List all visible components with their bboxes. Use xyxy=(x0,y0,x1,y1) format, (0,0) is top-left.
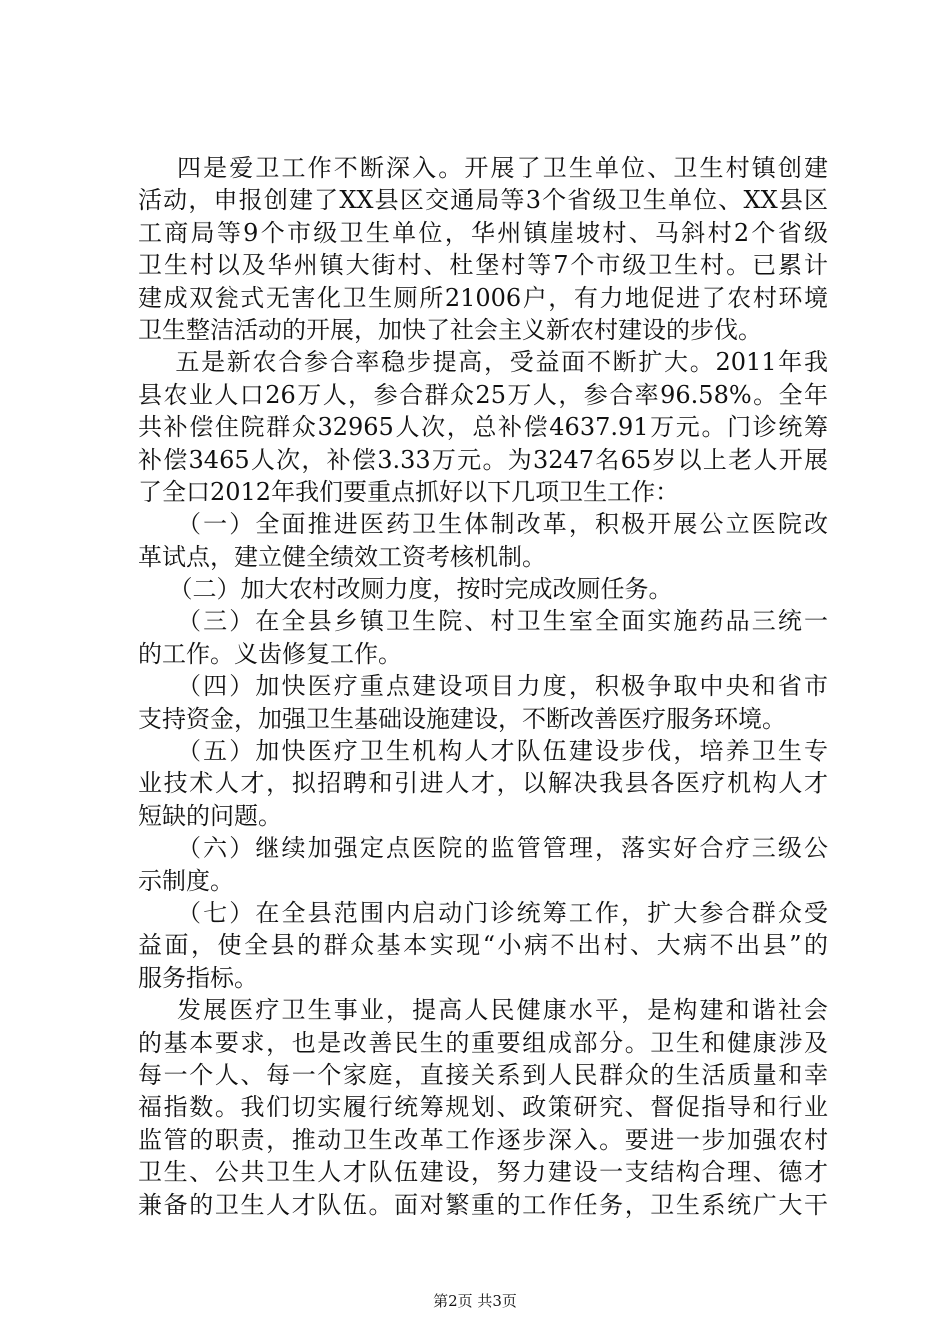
body-line: 服务指标。 xyxy=(138,963,258,992)
body-line: 业技术人才，拟招聘和引进人才，以解决我县各医疗机构人才 xyxy=(138,769,828,798)
body-line: 兼备的卫生人才队伍。面对繁重的工作任务，卫生系统广大干 xyxy=(138,1190,828,1219)
body-line: （一）全面推进医药卫生体制改革，积极开展公立医院改 xyxy=(138,510,828,539)
body-line: （二）加大农村改厕力度，按时完成改厕任务。 xyxy=(138,575,673,604)
body-line: 四是爱卫工作不断深入。开展了卫生单位、卫生村镇创建 xyxy=(138,154,828,182)
body-line: 卫生、公共卫生人才队伍建设，努力建设一支结构合理、德才 xyxy=(138,1158,828,1187)
body-line: 了全口2012年我们要重点抓好以下几项卫生工作： xyxy=(138,477,680,506)
document-body xyxy=(138,152,828,1221)
body-line: （三）在全县乡镇卫生院、村卫生室全面实施药品三统一 xyxy=(138,607,828,636)
body-line: 每一个人、每一个家庭，直接关系到人民群众的生活质量和幸 xyxy=(138,1060,828,1089)
body-line: 革试点，建立健全绩效工资考核机制。 xyxy=(138,542,546,571)
body-line: 支持资金，加强卫生基础设施建设，不断改善医疗服务环境。 xyxy=(138,704,786,733)
body-line: 活动，申报创建了XX县区交通局等3个省级卫生单位、XX县区 xyxy=(138,186,828,215)
body-line: 卫生整洁活动的开展，加快了社会主义新农村建设的步伐。 xyxy=(138,315,762,344)
body-line: 卫生村以及华州镇大街村、杜堡村等7个市级卫生村。已累计 xyxy=(138,251,828,280)
body-line: （四）加快医疗重点建设项目力度，积极争取中央和省市 xyxy=(138,672,828,701)
body-line: 县农业人口26万人，参合群众25万人，参合率96.58%。全年 xyxy=(138,380,828,409)
body-line: 短缺的问题。 xyxy=(138,801,282,830)
body-line: 五是新农合参合率稳步提高，受益面不断扩大。2011年我 xyxy=(138,348,828,377)
body-line: 监管的职责，推动卫生改革工作逐步深入。要进一步加强农村 xyxy=(138,1125,828,1154)
body-line: 福指数。我们切实履行统筹规划、政策研究、督促指导和行业 xyxy=(138,1093,828,1122)
page-footer: 第2页 共3页 xyxy=(433,1292,517,1310)
body-line: 示制度。 xyxy=(138,866,234,895)
body-line: 的基本要求，也是改善民生的重要组成部分。卫生和健康涉及 xyxy=(138,1028,828,1057)
body-line: （五）加快医疗卫生机构人才队伍建设步伐，培养卫生专 xyxy=(138,737,828,766)
body-line: 益面，使全县的群众基本实现“小病不出村、大病不出县”的 xyxy=(138,931,828,960)
body-line: 发展医疗卫生事业，提高人民健康水平，是构建和谐社会 xyxy=(138,996,828,1025)
body-line: 建成双瓮式无害化卫生厕所21006户，有力地促进了农村环境 xyxy=(138,283,828,312)
body-line: 补偿3465人次，补偿3.33万元。为3247名65岁以上老人开展 xyxy=(138,445,828,474)
body-line: 的工作。义齿修复工作。 xyxy=(138,639,402,668)
body-line: （六）继续加强定点医院的监管管理，落实好合疗三级公 xyxy=(138,834,828,863)
body-line: 工商局等9个市级卫生单位，华州镇崖坡村、马斜村2个省级 xyxy=(138,218,828,247)
body-line: 共补偿住院群众32965人次，总补偿4637.91万元。门诊统筹 xyxy=(138,413,828,442)
body-line: （七）在全县范围内启动门诊统筹工作，扩大参合群众受 xyxy=(138,898,828,927)
